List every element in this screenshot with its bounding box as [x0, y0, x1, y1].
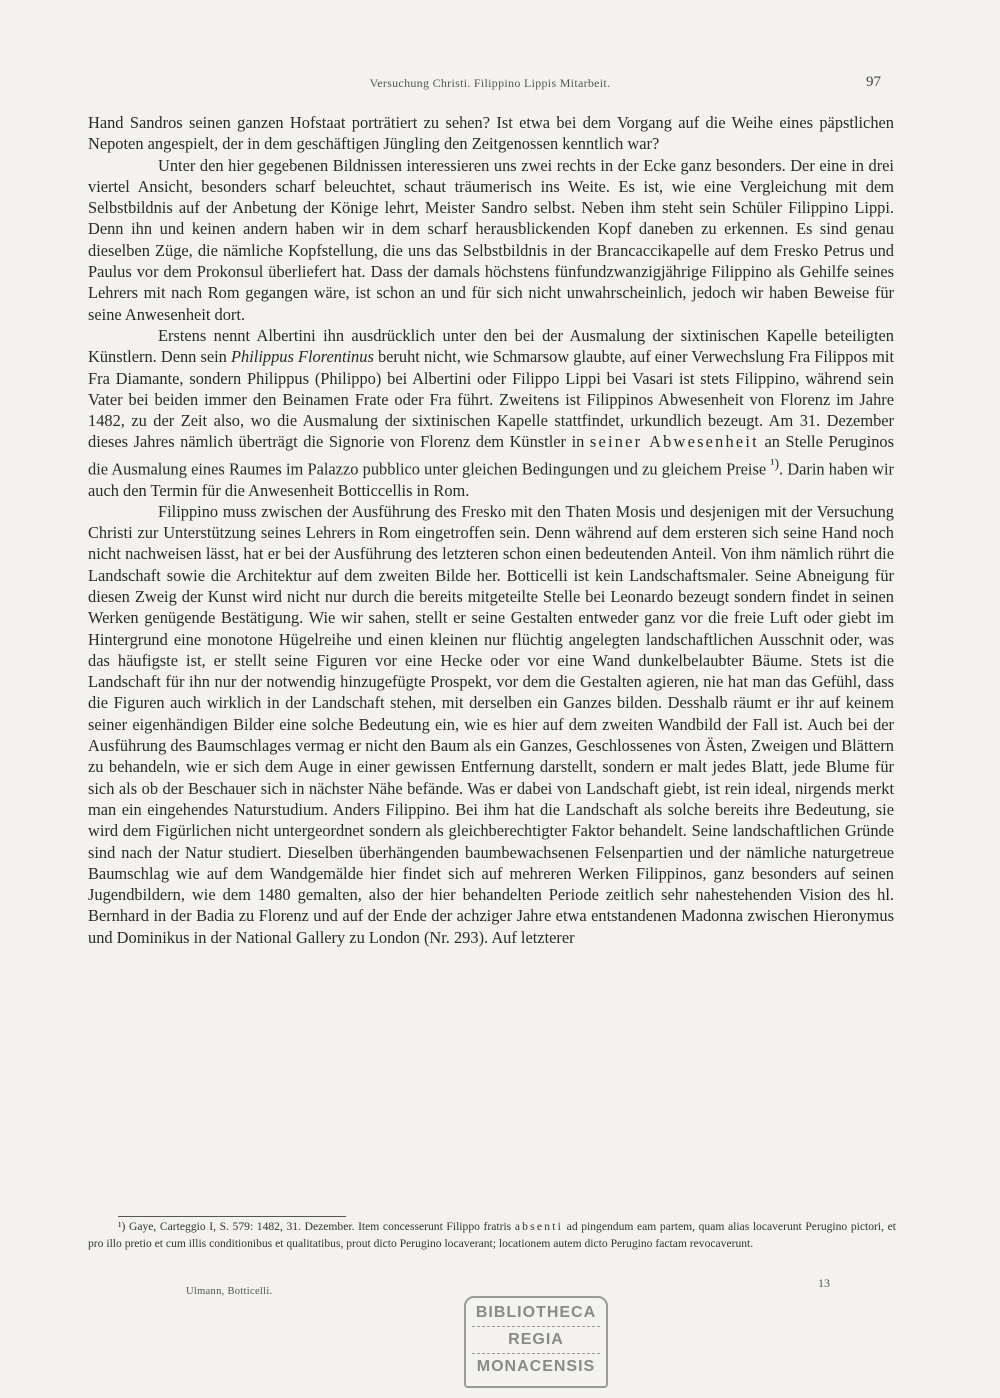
footnote-text: ¹) Gaye, Carteggio I, S. 579: 1482, 31. Dezember. Item concesserunt Filippo fratris: [118, 1220, 512, 1233]
footnote-reference[interactable]: ¹): [770, 455, 779, 471]
running-head: Versuchung Christi. Filippino Lippis Mitarbeit.: [369, 76, 611, 90]
paragraph: [88, 325, 894, 501]
spaced-emphasis: seiner Abwesenheit: [589, 432, 759, 452]
paragraph: Filippino muss zwischen der Ausführung des Fresko mit den Thaten Mosis und desjenigen mit der Versuchung Christi zur Unterstützung seines Lehrers in Rom eingetroffen sein. Denn während auf dem ersteren sich seine Hand noch nicht nachweisen lässt, hat er bei der Ausführung des letzteren schon einen bedeutenden Anteil. Von ihm nämlich rührt die Landschaft sowie die Architektur auf dem zweiten Bilde her. Botticelli ist kein Landschaftsmaler. Seine Abneigung für diesen Zweig der Kunst wird nicht nur durch die bereits mitgeteilte Stelle bei Leonardo bezeugt sondern findet in seinen Werken genügende Bestätigung. Wie wir sahen, stellt er seine Gestalten entweder ganz vor die freie Luft oder giebt im Hintergrund eine monotone Hügelreihe und einen kleinen nur flüchtig angelegten landschaftlichen Ausschnit oder, was das häufigste ist, er stellt seine Figuren vor eine Hecke oder vor eine Wand dunkelbelaubter Bäume. Stets ist die Landschaft für ihn nur der notwendig hinzugefügte Prospekt, vor dem die Gestalten agieren, nie hat man das Gefühl, dass die Figuren auch wirklich in der Landschaft stehen, mit derselben ein Ganzes bilden. Desshalb räumt er ihr auf keinem seiner eigenhändigen Bilder eine solche Bedeutung ein, wie es hier auf dem zweiten Wandbild der Fall ist. Auch bei der Ausführung des Baumschlages vermag er nicht den Baum als ein Ganzes, Geschlossenes von Ästen, Zweigen und Blättern zu behandeln, wie er sich dem Auge in einer gewissen Entfernung darstellt, sondern er malt jedes Blatt, jede Blume für sich als ob der Beschauer sich in nächster Nähe befände. Was er dabei von Landschaft giebt, ist rein ideal, nirgends merkt man ein eingehendes Naturstudium. Anders Filippino. Bei ihm hat die Landschaft als solche bereits ihre Bedeutung, sie wird dem Figürlichen nicht untergeordnet sondern als gleichberechtigter Faktor behandelt. Seine landschaftlichen Gründe sind nach der Natur studiert. Dieselben überhängenden baumbewachsenen Felsenpartien und der nämliche naturgetreue Baumschlag wie auf dem Wandgemälde hier findet sich auf mehreren Werken Filippinos, ganz besonders auf seinen Jugendbildern, wie dem 1480 gemalten, also der hier behandelten Periode zeitlich sehr nahestehenden Vision des hl. Bernhard in der Badia zu Florenz und auf der Ende der achziger Jahre etwa entstandenen Madonna zwischen Hieronymus und Dominikus in der National Gallery zu London (Nr. 293). Auf letzterer: [88, 501, 894, 947]
footnote-divider: [118, 1216, 346, 1217]
stamp-line: MONACENSIS: [476, 1358, 596, 1375]
footnote: [88, 1218, 896, 1252]
body-text: [88, 112, 894, 948]
text-run: . Darin haben wir auch den Termin für die Anwesenheit Botticcellis in Rom.: [88, 459, 894, 500]
text-run: an Stelle Peruginos die Ausmalung eines Raumes im Palazzo pubblico unter gleichen Bedingungen und zu gleichem Preise: [88, 432, 894, 479]
paragraph: Unter den hier gegebenen Bildnissen interessieren uns zwei rechts in der Ecke ganz besonders. Der eine in drei viertel Ansicht, besonders scharf beleuchtet, schaut träumerisch ins Weite. Es ist, wie eine Vergleichung mit dem Selbstbildnis auf der Anbetung der Könige lehrt, Meister Sandro selbst. Neben ihm steht sein Schüler Filippino Lippi. Denn ihn und keinen andern haben wir in dem scharf herausblickenden Kopf daneben zu erkennen. Es sind genau dieselben Züge, die nämliche Kopfstellung, die uns das Selbstbildnis in der Brancaccikapelle auf dem Fresko Petrus und Paulus vor dem Prokonsul überliefert hat. Dass der damals höchstens fünfundzwanzigjährige Filippino als Gehilfe seines Lehrers mit nach Rom gegangen wäre, ist schon an und für sich nicht unwahrscheinlich, jedoch wir haben Beweise für seine Anwesenheit dort.: [88, 155, 894, 324]
library-stamp: [464, 1296, 608, 1388]
footnote-text: ad pingendum eam partem, quam alias locaverunt Perugino pictori, et pro illo pretio et cum illis conditionibus et qualitatibus, prout dicto Perugino locaverant; locationem autem dicto Perugino factam revocaverunt.: [88, 1220, 896, 1250]
footnote-spaced: absenti: [514, 1220, 564, 1233]
paragraph: Hand Sandros seinen ganzen Hofstaat porträtiert zu sehen? Ist etwa bei dem Vorgang auf die Weihe eines päpstlichen Nepoten angespielt, der in dem geschäftigen Jüngling den Zeitgenossen kenntlich war?: [88, 113, 894, 154]
italic-name: Philippus Florentinus: [231, 347, 374, 367]
stamp-line: REGIA: [508, 1331, 564, 1348]
text-run: Erstens nennt Albertini ihn ausdrücklich unter den bei der Ausmalung der sixtinischen Kapelle beteiligten Künstlern. Denn sein: [88, 325, 894, 367]
page-number: 97: [866, 74, 881, 90]
text-run: beruht nicht, wie Schmarsow glaubte, auf einer Verwechslung Fra Filippos mit Fra Diamante, sondern Philippus (Philippo) bei Albertini oder Filippo Lippi bei Vasari ist stets Filippino, während sein Vater bei beiden immer den Beinamen Frate oder Fra führt. Zweitens ist Filippinos Abwesenheit von Florenz im Jahre 1482, zu der Zeit also, wo die Ausmalung der sixtinischen Kapelle stattfindet, urkundlich bezeugt. Am 31. Dezember dieses Jahres nämlich überträgt die Signorie von Florenz dem Künstler in: [88, 347, 894, 452]
signature-number: 13: [818, 1276, 830, 1290]
signature-mark: Ulmann, Botticelli.: [186, 1286, 273, 1297]
stamp-line: BIBLIOTHECA: [475, 1304, 597, 1321]
